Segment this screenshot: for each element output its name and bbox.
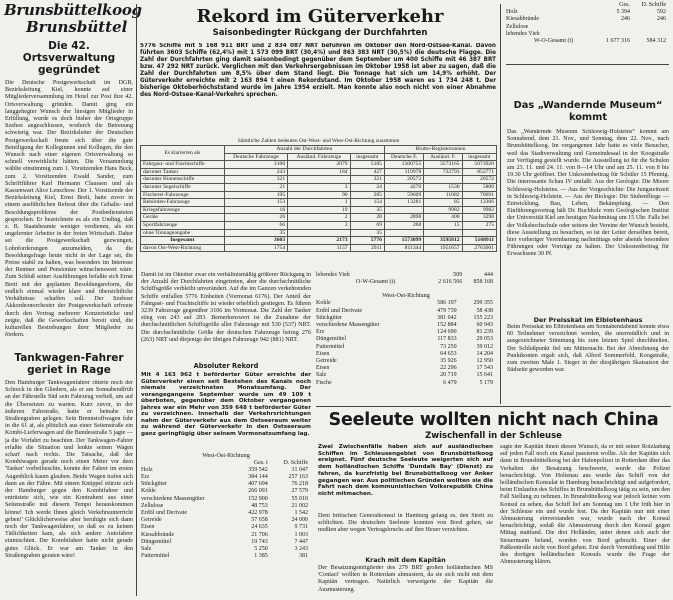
table-cell: 5 394 <box>616 9 630 16</box>
cargo-left-col2: D. Schiffe <box>283 459 308 466</box>
table-cell: 5776 <box>350 237 384 245</box>
table-ow-row <box>141 244 497 252</box>
main-article-body3: Mit 4 163 962 t beförderter Güter erreichte der Güterverkehr einen seit Bestehen des Kanals noch niemals verzeichneten Monatsumfang. Der vorangegangene September wurde um 49 109 t überboten, gegenüber dem Oktober vergangenen Jahres war ein Mehr von 359 648 t beförderter Güter zu verzeichnen. Innerhalb der Verkehrsrichtungen nahm der Güterverkehr aus dem Ostseeraum weiter zu während der Güterverkehr in den Ostseeraum ganz geringfügig über seinem Vormonatsumfang lag. <box>141 372 311 437</box>
table-cell: Kiesabbrände <box>141 531 174 538</box>
table-row <box>141 176 497 184</box>
table-cell: 20 719 <box>440 372 457 379</box>
th-brt: Brutto-Registertonnen <box>384 146 496 154</box>
main-table-caption: Sämtliche Zahlen bedeuten Ost-West- und West-Ost-Richtung zusammen <box>237 138 400 144</box>
table-cell: 275 <box>462 221 496 229</box>
table-cell: 3595812 <box>424 237 462 245</box>
museum-body: Das „Wandernde Museum Schleswig-Holsteins“ kommt am Sonnabend, dem 21. Nov., und Sonntag, dem 22. Nov., nach Brunsbüttelkoog. Im vergangenen Jahr hatte es viele Besucher, weil das Stadtverwaltung und Gemeindesaal in der Koogstraße zur Verfügung gestellt wurde. Die Ausstellung ist für die Schulen am 23. 11. und 24. 11. von 8—14 Uhr und am 25. 11. von 8 bis 19.30 Uhr geöffnet. Der Unkostenbeitrag für Schüler 15 Pfennig. Die interessante Schau IV umfaßt: Aus der Geologie: Die Moore Schleswig-Holsteins. — Aus der Vorgeschichte: Die Jungsteinzeit in Schleswig-Holstein. — Aus der Biologie: Die Stubenfliege — Entwicklung, Bau, Leben, Bekämpfung. — Den Einführungsvortrag hält Dr. Buchholz vom Geologischen Institut der Universität Kiel am heutigen Nachmittag um 15 Uhr. Falls bei der Volkshochschule oder seitens der Vereine der Wunsch besteht, diese Ausstellung zu besuchen, so ist der Leiter derselben bereit, hier vorheriger Vereinbarung nachmittags oder abends besondere Führungen oder Vorträge zu halten. Der Unkostenbeitrag für Erwachsene 30 Pf. <box>507 129 669 258</box>
ow-label: davon Ost-West-Richtung <box>141 244 225 252</box>
table-cell: 359 542 <box>248 466 268 473</box>
th-deutsch: Deutsche Fahrzeuge <box>224 153 287 161</box>
th-ausl: Ausländ. Fahrzeuge <box>288 153 350 161</box>
table-cell: Eisen <box>141 524 155 531</box>
china-subheadline: Zwischenfall in der Schleuse <box>425 431 562 441</box>
table-cell: 1951657 <box>424 244 462 252</box>
right-top-col2: D. Schiffe <box>641 2 666 8</box>
table-cell <box>288 176 350 184</box>
table-cell: 427 <box>350 168 384 176</box>
table-cell: 732793 <box>424 168 462 176</box>
table-cell: 246 <box>657 16 666 23</box>
table-cell: 184 <box>288 168 350 176</box>
table-cell: Eisen <box>316 350 330 357</box>
table-cell: 117 833 <box>437 336 457 343</box>
table-cell: 20572 <box>384 176 423 184</box>
china-body2: Der Besatzungsmitglieder des 279 BRT großen holländischen MS 'Contact' wollten in Rotterdam abmustern, da sie sich nicht mit dem Kapitän vertragen. Natürlich verweigerte der Kapitän die Ausmusterung. <box>318 565 493 593</box>
table-cell: 7 447 <box>294 538 308 545</box>
table-cell: darunter Tanker <box>141 168 225 176</box>
table-cell: 5800 <box>462 183 496 191</box>
table-cell: Erdöl und Derivate <box>141 509 187 516</box>
table-row <box>141 229 497 237</box>
preis-body: Beim Preisskat im Elbiotenhaus am Sonnabendabend konnte etwa 60 Teilnehmer verzeichnet werden, die unermüdlich und in ausgezeichneter Stimmung bis zum letzten Spiel durchhielten. Der Schlußpunkt fiel um Mitternacht. Bei der Abrechnung der Punktkonten ergab sich, daß Alfred Sommerfeld, Koogstraße, zum zweiten Male 1. Sieger in der diesjährigen Skatsaison der Südseite geworden war. <box>507 324 669 374</box>
table-row <box>316 300 496 307</box>
table-cell: 19 <box>288 206 350 214</box>
table-cell: 15 641 <box>476 372 493 379</box>
table-row <box>316 358 496 365</box>
table-cell: 1 003 <box>294 531 308 538</box>
table-cell: Fahrgast- und Frachtschiffe <box>141 161 225 169</box>
th-class: Es klarierten als <box>141 146 225 161</box>
table-cell: 35 <box>224 229 287 237</box>
table-cell: 70691 <box>462 191 496 199</box>
table-cell: 22 296 <box>440 365 457 372</box>
china-top-rule <box>316 406 671 407</box>
right-top-cargo <box>506 2 669 45</box>
table-row <box>141 553 311 560</box>
table-cell: 85 <box>424 199 462 207</box>
th-count: Anzahl der Durchfahrten <box>224 146 384 154</box>
right-top-table <box>506 2 669 45</box>
table-row <box>506 16 669 23</box>
table-cell: 28 <box>350 214 384 222</box>
table-cell <box>598 31 633 38</box>
table-cell: 1754 <box>224 244 287 252</box>
china-body: Dem britischen Generalkonsul in Hamburg gelang es, den Streit zu schlichten. Die deutschen Seeleute konnten von Bord gehen, sie mußten aber wegen Vertragsbruchs auf ihre Heuer verzichten. <box>318 513 493 534</box>
table-cell: Behörden-Fahrzeuge <box>141 199 225 207</box>
table-cell: Erz <box>316 329 325 336</box>
table-cell: 9982 <box>424 206 462 214</box>
table-cell: darunter Segelschiffe <box>141 183 225 191</box>
right-top-col1: Ges. <box>619 2 630 8</box>
table-cell: 2763001 <box>462 244 496 252</box>
table-row <box>316 380 496 387</box>
table-cell: 73 250 <box>440 343 457 350</box>
table-cell: 155 223 <box>473 314 493 321</box>
table-row <box>316 365 496 372</box>
masthead-line1: Brunsbüttelkoog <box>4 1 142 19</box>
table-cell: 13281 <box>384 199 423 207</box>
table-cell: Kohle <box>316 300 331 307</box>
table-cell: 2173 <box>288 237 350 245</box>
table-row <box>316 308 496 315</box>
table-cell <box>598 24 633 31</box>
table-cell: 1500755 <box>384 161 423 169</box>
table-cell: Zellulose <box>506 23 529 30</box>
table-cell: 384 144 <box>248 473 268 480</box>
table-cell <box>633 31 669 38</box>
left-article <box>5 40 133 378</box>
table-row <box>141 503 311 510</box>
table-row <box>141 221 497 229</box>
table-cell: 260 <box>384 221 423 229</box>
table-cell <box>424 176 462 184</box>
table-row <box>141 199 497 207</box>
table-cell: 299 355 <box>473 300 493 307</box>
table-cell: 5 179 <box>479 379 493 386</box>
table-row <box>141 183 497 191</box>
table-cell: 26 <box>224 214 287 222</box>
table-row <box>316 329 496 336</box>
china-lead: Zwei Zwischenfälle haben sich auf ausländischen Schiffen im Schleusengebiet von Brunsbüttelkoog ereignet. Fünf deutsche Seeleute weigerten sich auf dem holländischen Schiffe 'Dundalk Bay' (Dienst) zu fahren, da kurzfristig bei Brunsbüttelkoog vor Anker gegangen war. Aus politischen Gründen wollten sie die Fahrt nach dem kommunistischen Volksrepublik China nicht mitmachen. <box>318 444 493 497</box>
table-cell: Eisen <box>316 365 330 372</box>
museum-headline: Das „Wandernde Museum“ kommt <box>513 100 663 123</box>
table-row <box>141 488 311 495</box>
table-row <box>316 351 496 358</box>
table-row <box>141 191 497 199</box>
table-cell: 5168911 <box>462 237 496 245</box>
cargo-table-mid <box>316 272 496 387</box>
tanker-article <box>5 352 133 598</box>
left-article-headline: Die 42. Ortsverwaltung gegründet <box>22 40 116 76</box>
table-cell: 154 <box>350 199 384 207</box>
table-cell: Stückgüter <box>141 481 167 488</box>
th-ausl2: Ausländ. F. <box>424 153 462 161</box>
wo-sum-label: W-O-Gesamt (t) <box>534 38 574 45</box>
table-cell: 16 <box>224 206 287 214</box>
table-cell: 321 <box>224 176 287 184</box>
table-cell: 381 042 <box>437 314 457 321</box>
table-cell: 39 012 <box>476 343 493 350</box>
table-cell: 124 690 <box>437 329 457 336</box>
cargo-left-table <box>141 460 311 561</box>
table-cell: 24 635 <box>251 524 268 531</box>
table-cell <box>384 229 423 237</box>
table-row <box>141 161 497 169</box>
table-cell: Düngemittel <box>141 538 171 545</box>
table-cell: Fische <box>316 379 332 386</box>
table-cell: 285 <box>350 191 384 199</box>
table-cell: 1 385 <box>254 553 268 560</box>
table-cell: 3 243 <box>294 545 308 552</box>
table-cell: 9 731 <box>294 524 308 531</box>
table-row <box>141 467 311 474</box>
shipping-table <box>140 145 497 252</box>
table-row <box>316 336 496 343</box>
table-cell: 24 <box>350 183 384 191</box>
table-cell: 64 653 <box>440 350 457 357</box>
table-cell: 400 <box>424 214 462 222</box>
table-cell <box>633 24 669 31</box>
table-row <box>141 510 311 517</box>
table-cell: 266 091 <box>248 488 268 495</box>
table-cell: 21 <box>224 183 287 191</box>
table-cell: 1573099 <box>384 237 423 245</box>
table-cell: 12 950 <box>476 358 493 365</box>
table-cell: 57 658 <box>251 517 268 524</box>
table-cell: 35 926 <box>440 358 457 365</box>
table-cell: 20572 <box>462 176 496 184</box>
table-cell: 35 <box>350 206 384 214</box>
table-cell: Getreide <box>316 358 337 365</box>
table-cell <box>424 229 462 237</box>
column-rule-main <box>500 4 501 404</box>
table-row <box>141 539 311 546</box>
preis-headline: Der Preisskat im Elbiotenhaus <box>533 316 643 324</box>
table-cell: 4270 <box>384 183 423 191</box>
table-cell: lebendes Vieh <box>506 30 540 37</box>
table-cell: Zellulose <box>141 502 164 509</box>
table-cell: 81 239 <box>476 329 493 336</box>
masthead-line2: Brunsbüttel <box>26 18 128 36</box>
table-cell: Geräte <box>141 214 225 222</box>
table-cell: 852771 <box>462 168 496 176</box>
table-cell: 27 579 <box>291 488 308 495</box>
table-row <box>141 206 497 214</box>
preis-article <box>507 316 669 398</box>
table-cell: 444 <box>484 272 493 278</box>
main-article-headline: Rekord im Güterverkehr <box>196 6 444 27</box>
left-article-body: Die Deutsche Postgewerkschaft im DGB, Bezirksleitung Kiel, konnte auf einer Mitgliederversammlung im Hotel zur Post ihre 42. Ortsverwaltung gründen. Damit ging ein langgehegter Wunsch der hiesigen Mitglieder in Erfüllung, wurde es doch bisher der Ortsgruppe Itzehoe angeschlossen, wodurch die Betreuung schwierig war. Der Bezirksleiter der Deutschen Postgewerkschaft freute sich über die gute Beteiligung der Kolleginnen und Kollegen, die den Wunsch nach einer eigenen Ortsverwaltung so schnell verwirklicht hätten. Die Versammlung wählte einstimmig zum 1. Vorsitzenden Hans Beck, zum 2. Vorsitzenden Ewald Sander, zum Schriftführer Karl Hermann Claussen und als Kassenwart Alice Lenschow. Der 1. Vorsitzende der Bezirksleitung Kiel, Ernst Breit, hatte zuvor in einem ausführlichen Referat über die Gehalts- und Besoldungsprobleme der Postbediensteten gesprochen. Er bezeichnete es als ein Unding, daß z. B. Staatsbeamte weniger verdienen, als ein ungelernter Arbeiter in der freien Wirtschaft. Daher sei die Postgewerkschaft gezwungen, Lohnforderungen anzumelden, da die Besoldungsfrage heute nicht in der Lage sei, die Preise stabil zu halten, was besonders im Interesse der Rentner und Pensionäre wünschenswert wäre. Zum Schluß seiner Ausführungen befaßte sich Ernst Breit mit der geplanten Besoldungsreform, die endlich einmal wieder klare und übersichtliche Verhältnisse schaffen soll. Der Itzehoer Akkordeonorchester der Postgewerkschaft erfreute durch den Vortrag mehrerer Konzertstücke und zeigte, daß die Gewerkschaften bereit sind, die kulturellen Bestrebungen ihrer Mitglieder zu fördern. <box>5 80 133 339</box>
table-cell: Erz <box>141 473 150 480</box>
table-cell <box>288 229 350 237</box>
table-cell: 509 <box>453 272 463 278</box>
table-cell: Futtermittel <box>316 343 345 350</box>
th-insg2: insgesamt <box>462 153 496 161</box>
table-cell: 586 197 <box>437 300 457 307</box>
table-row <box>141 214 497 222</box>
table-cell: 3603 <box>224 237 287 245</box>
table-cell: Kriegsfahrzeuge <box>141 206 225 214</box>
table-cell: verschiedene Massengüter <box>141 495 205 502</box>
table-cell: 48 753 <box>251 502 268 509</box>
table-cell: 59609 <box>384 191 423 199</box>
main-article-body2: Damit ist im Oktober zwar ein verhältnismäßig größerer Rückgang in der Anzahl der Durchfahrten eingetreten, aber die durchschnittliche Schiffsgröße verbleibt unverändert. Auf die im Ganzen verkehrenden Schiffe entfallen 5776 Einheiten (Vormonat 6176). Der Anteil der Fahrgast- und Frachtschiffe ist wieder erheblich gestiegen. Es führen 3239 Fahrzeuge gegenüber 3106 im Vormonat. Die Zahl der Tanker stieg von 243 auf 283. Bemerkenswert ist die Zunahme der durchschnittlichen Schiffsgröße aller Fahrzeuge mit 530 (537) NRT. Die durchschnittliche Größe der deutschen Fahrzeuge betrug 276 (263) NRT und diejenige der übrigen Fahrzeuge 942 (881) NRT. <box>141 272 311 343</box>
cargo-table-left <box>141 452 311 560</box>
table-cell: 14 204 <box>476 350 493 357</box>
table-cell: 9982 <box>462 206 496 214</box>
table-cell: Kiesabbrände <box>506 16 539 23</box>
main-table <box>140 138 497 252</box>
ow-sum-label: O-W-Gesamt (t) <box>356 279 396 286</box>
table-row <box>141 546 311 553</box>
table-cell: 60 943 <box>476 322 493 329</box>
table-cell: 5073920 <box>462 161 496 169</box>
table-row <box>141 496 311 503</box>
table-cell: 1 677 316 <box>605 38 630 45</box>
table-cell: 24 000 <box>291 517 308 524</box>
table-cell: 35 <box>350 229 384 237</box>
cargo-mid-table <box>316 300 496 386</box>
table-cell: 6 479 <box>443 379 457 386</box>
th-insg: insgesamt <box>350 153 384 161</box>
table-cell: 5185 <box>350 161 384 169</box>
table-row <box>506 31 669 38</box>
table-cell: 1 542 <box>294 509 308 516</box>
table-cell: 21 706 <box>251 531 268 538</box>
table-cell: 407 694 <box>248 481 268 488</box>
table-cell: 3 <box>288 221 350 229</box>
cargo-left-col1: Ges. t <box>253 459 268 466</box>
table-row <box>316 344 496 351</box>
table-cell: Kohle <box>141 488 156 495</box>
table-row <box>316 322 496 329</box>
table-cell: 2 <box>288 214 350 222</box>
table-cell: 381 <box>299 553 308 560</box>
table-row <box>141 517 311 524</box>
table-cell: 21 002 <box>291 502 308 509</box>
table-total-row <box>141 237 497 245</box>
table-cell: 2079 <box>288 161 350 169</box>
table-cell: 3573165 <box>424 161 462 169</box>
table-cell: 1530 <box>424 183 462 191</box>
table-row <box>506 9 669 16</box>
table-cell: ohne Tonnageangabe <box>141 229 225 237</box>
table-cell: 5 250 <box>254 545 268 552</box>
table-cell: 11082 <box>424 191 462 199</box>
table-cell: Salz <box>141 545 152 552</box>
table-row <box>316 315 496 322</box>
table-cell: 246 <box>620 16 630 23</box>
table-cell: 2 616 566 <box>438 279 463 286</box>
table-cell: 1 <box>288 199 350 207</box>
china-headline: Seeleute wollten nicht nach China <box>328 410 659 430</box>
table-row <box>141 532 311 539</box>
table-cell: 76 218 <box>291 481 308 488</box>
table-cell: darunter Binnenschiffe <box>141 176 225 184</box>
masthead <box>4 1 142 36</box>
table-cell: Getreide <box>141 517 162 524</box>
table-cell: 19 743 <box>251 538 268 545</box>
table-cell: 55 010 <box>291 495 308 502</box>
table-row <box>141 481 311 488</box>
table-cell: Düngemittel <box>316 336 346 343</box>
table-cell: 90 <box>288 191 350 199</box>
table-row <box>141 474 311 481</box>
table-cell: 31 047 <box>291 466 308 473</box>
table-cell: 584 312 <box>646 38 666 45</box>
table-cell: 1157 <box>288 244 350 252</box>
table-cell: verschiedene Massengüter <box>316 322 380 329</box>
th-deutsch2: Deutsche F. <box>384 153 423 161</box>
cargo-mid-vieh <box>316 272 496 286</box>
cargo-left-heading: West-Ost-Richtung <box>202 452 250 459</box>
table-cell: 3298 <box>462 214 496 222</box>
table-cell: 15 <box>424 221 462 229</box>
total-label: Insgesamt <box>141 237 225 245</box>
main-article-sub2: Absoluter Rekord <box>193 362 259 370</box>
table-cell: 257 163 <box>288 473 308 480</box>
table-cell: 592 <box>657 9 666 16</box>
table-cell: 13366 <box>462 199 496 207</box>
tanker-article-headline: Tankwagen-Fahrer geriet in Rage <box>14 352 124 376</box>
table-cell: Holz <box>506 9 518 16</box>
column-rule-left <box>136 4 137 596</box>
table-cell: 66 <box>224 221 287 229</box>
table-cell: 321 <box>350 176 384 184</box>
table-cell: 29 053 <box>476 336 493 343</box>
table-cell <box>462 229 496 237</box>
table-cell: Futtermittel <box>141 553 170 560</box>
table-cell: 422 978 <box>248 509 268 516</box>
table-cell: 243 <box>224 168 287 176</box>
tanker-article-body: Den Hamburger Tankwagenfahrer ritterte noch der Schreck in den Gliedern, als er am Sonnabendfrüh an der Fährstelle Süd sein Fahrzeug verließ, um auf die Übersetzen zu warten. Kurz zuvor, in der äußeren Fahrstraße, hatte er beinahe im Straßengraben gelegen. Sein Brennstoffwagen fuhr in die 61 at, als plötzlich aus einer Seitenstraße ein Kombi-Lieferwagen auf die Bundesstraße 5 jagte — ja die Vorfahrt zu beachten. Der Tankwagen-Fahrer erfaßte die Situation und lenkte seinen Wagen scharf nach rechts. Die Tatsache, daß der Kombiwagen gerade noch einen Meter vor dem 'Tanker' vorbeihuschte, konnte der Fahrer im ersten Augenblick kaum glauben. Beide Wagen trafen sich dann an der Fähre. Mit einem Knüppel stürzte sich der Hamburger gegen den Kombifahrer und entrüstete sich, wie ein Kontrahent aus einer Seitenstraße mit diesem Tempo herauskommen könne! 'Ich werde Ihnen gleich Verkehrsunterricht geben!' Glücklicherweise aber beruhigte sich dann noch der Tankwagenfahrer, so daß es zu keinen Tätlichkeiten kam, als sich andere Autofahrer einmischten. Der Kombifahrer hatte nicht gerade gutes Glück. Er war am Tanker in den Straßengraben geraten wäre! <box>5 380 133 559</box>
table-cell: 3 <box>288 183 350 191</box>
table-cell: Holz <box>141 466 153 473</box>
table-cell: 152 900 <box>248 495 268 502</box>
museum-article <box>507 100 669 287</box>
table-row <box>141 168 497 176</box>
table-row <box>316 372 496 379</box>
china-left-col <box>318 444 493 595</box>
table-cell: Erdöl und Derivate <box>316 307 362 314</box>
right-divider <box>506 64 669 65</box>
table-row <box>141 524 311 531</box>
table-cell: 119978 <box>384 168 423 176</box>
table-cell: 2911 <box>350 244 384 252</box>
table-cell: 153 <box>224 199 287 207</box>
table-cell: 811344 <box>384 244 423 252</box>
main-article-subheadline: Saisonbedingter Rückgang der Durchfahrten <box>212 28 428 38</box>
table-cell: 195 <box>224 191 287 199</box>
table-cell: 17 543 <box>476 365 493 372</box>
table-cell: 2898 <box>384 214 423 222</box>
table-cell <box>384 206 423 214</box>
table-cell: Stückgüter <box>316 314 342 321</box>
table-cell: 479 739 <box>437 307 457 314</box>
table-cell: 58 438 <box>476 307 493 314</box>
table-cell: 3106 <box>224 161 287 169</box>
table-cell: Fischerei-Fahrzeuge <box>141 191 225 199</box>
china-right-col: sagte der Kapitän ihnen diesen Wunsch, da er mit seiner Roizladung auf jeden Fall noch ein Kanal passieren wollte. Als der Kapitän sich dann in Brunsbüttelkoog bei der Hafenpolizei in Rotterdam über das Verhalten der Besatzung beschwerte, wurde die Polizei benachrichtigt. Von Holtenau aus wurde das Schiff von der holländischen Konsulat in Hamburg benachrichtigt und aufgefordert, beim Einlaufen des Schiffes in Brunsbüttelkoog tätig zu sein, um den Fall Stellung zu nehmen. In Brunsbüttelkoog war jedoch keiner vom Konsul zu sehen, das Schiff lief am Sonntag um 1 Uhr früh hier in der Schleuse ein und wurde fest. Da der Kapitän nun mit einer Abmusterung einverstanden war, wurde nach der Konsul benachrichtigt, sodaß die Abmusterung durch den Konsul gegen Mittag stattfand. Die drei Holländer, unter denen sich auch der Steuermann befand, wurden von Bord gebracht. Einer der Paßkontrolle nicht von Bord gehen. Erst durch Vermittlung und Hilfe des dortigen holländischen Konsuls wurde die Frage der Abmusterung klären. <box>500 444 670 566</box>
main-article-lead: 5776 Schiffe mit 5 168 911 BRT und 2 834 087 NRT befuhren im Oktober den Nord-Ostsee-Kanal. Davon führten 3603 Schiffe (62,4%) mit 1 573 099 BRT (30,4%) und 863 383 NRT (30,5%) die deutsche Flagge. Die Zahl der Durchfahrten ging damit saisonbedingt gegenüber dem September um 400 Schiffe mit 46 387 BRT bzw. 47 292 NRT zurück. Verglichen mit den Verkehrsergebnissen im Oktober 1958 ist aber zu sagen, daß die Zahl der Durchfahrten um 8,5% über dem Stand liegt. Die Tonnage hat sich um 14,9% erhöht. Der Güterverkehr erreichte mit 2 163 894 t einen Rekordstand. Im Oktober 1958 waren es 1 734 248 t. Der bisherige Oktoberhöchststand wurde im Jahre 1954 erzielt. Man konnte also noch nicht von einer Abnahme des Nord-Ostsee-Kanal-Verkehrs sprechen. <box>140 43 496 98</box>
vieh-label: lebendes Vieh <box>316 272 350 278</box>
table-cell: Sportfahrzeuge <box>141 221 225 229</box>
table-cell: 858 168 <box>473 279 493 286</box>
table-row <box>506 24 669 31</box>
china-sub: Krach mit dem Kapitän <box>365 557 446 564</box>
cargo-mid-heading: West-Ost-Richtung <box>382 292 430 300</box>
table-cell: Salz <box>316 372 327 379</box>
table-cell: 152 884 <box>437 322 457 329</box>
table-cell: 69 <box>350 221 384 229</box>
